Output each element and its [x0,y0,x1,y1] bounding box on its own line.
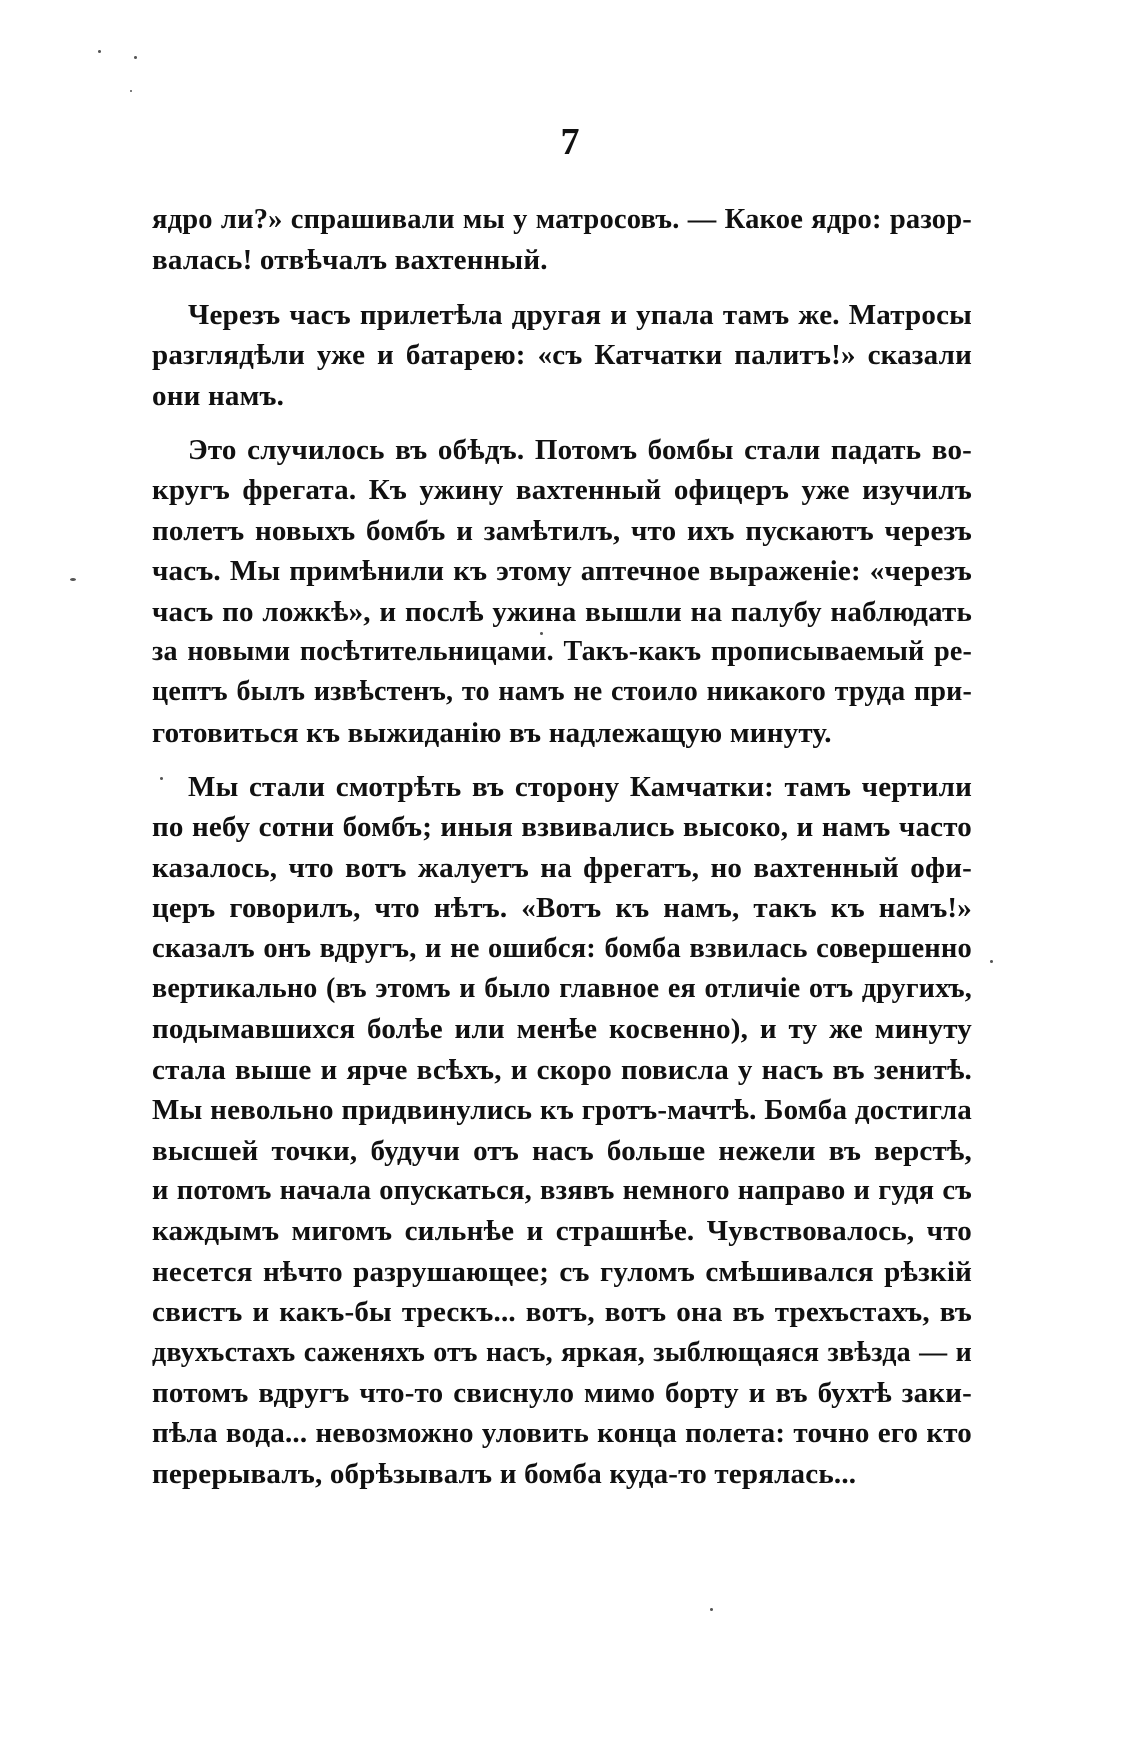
scan-speck [990,960,993,963]
text-line: Мы стали смотрѣть въ сторону Камчатки: тамъ чертили [188,771,972,804]
scan-speck [130,90,132,92]
text-line: разглядѣли уже и батарею: «съ Катчатки палитъ!» сказали [152,339,972,372]
text-line: вертикально (въ этомъ и было главное ея отличіе отъ другихъ, [152,973,972,1005]
text-line: несется нѣчто разрушающее; съ гуломъ смѣшивался рѣзкій [152,1255,972,1288]
text-line: сказалъ онъ вдругъ, и не ошибся: бомба взвилась совершенно [152,932,972,964]
text-line: часъ по ложкѣ», и послѣ ужина вышли на палубу наблюдать [152,595,972,628]
text-line: пѣла вода... невозможно уловить конца полета: точно его кто [152,1417,972,1450]
body-text [152,200,972,1508]
page-number: 7 [560,121,580,163]
paragraph-2 [152,295,972,416]
paragraph-3 [152,430,972,753]
text-line: Черезъ часъ прилетѣла другая и упала тамъ же. Матросы [188,298,972,331]
scan-speck [710,1608,713,1611]
text-line: свистъ и какъ-бы трескъ... вотъ, вотъ она въ трехъстахъ, въ [152,1296,972,1329]
text-line: полетъ новыхъ бомбъ и замѣтилъ, что ихъ пускаютъ черезъ [152,514,972,547]
text-line: Это случилось въ обѣдъ. Потомъ бомбы стали падать во- [188,433,972,466]
scan-speck [70,578,76,581]
text-line: цептъ былъ извѣстенъ, то намъ не стоило никакого труда при- [152,676,972,708]
text-line: по небу сотни бомбъ; иныя взвивались высоко, и намъ часто [152,811,972,844]
text-line: они намъ. [152,379,285,412]
text-line: Мы невольно придвинулись къ гротъ-мачтѣ. Бомба достигла [152,1094,972,1127]
text-line: стала выше и ярче всѣхъ, и скоро повисла у насъ въ зенитѣ. [152,1053,972,1086]
paragraph-1 [152,200,972,281]
text-line: каждымъ мигомъ сильнѣе и страшнѣе. Чувствовалось, что [152,1215,972,1248]
text-line: за новыми посѣтительницами. Такъ-какъ прописываемый ре- [152,635,972,667]
text-line: высшей точки, будучи отъ насъ больше нежели въ верстѣ, [152,1134,972,1167]
text-line: ядро ли?» спрашивали мы у матросовъ. — Какое ядро: разор- [152,204,972,235]
text-line: церъ говорилъ, что нѣтъ. «Вотъ къ намъ, такъ къ намъ!» [152,892,972,925]
text-line: валась! отвѣчалъ вахтенный. [152,244,548,277]
paragraph-4 [152,767,972,1494]
text-line: потомъ вдругъ что-то свиснуло мимо борту и въ бухтѣ заки- [152,1376,972,1409]
text-line: казалось, что вотъ жалуетъ на фрегатъ, но вахтенный офи- [152,851,972,884]
text-line: подымавшихся болѣе или менѣе косвенно), и ту же минуту [152,1013,972,1046]
text-line: часъ. Мы примѣнили къ этому аптечное выраженіе: «черезъ [152,555,972,588]
text-line: двухъстахъ саженяхъ отъ насъ, яркая, зыблющаяся звѣзда — и [152,1336,972,1368]
text-line: перерывалъ, обрѣзывалъ и бомба куда-то терялась... [152,1457,857,1490]
scan-speck [98,50,101,53]
text-line: и потомъ начала опускаться, взявъ немного направо и гудя съ [152,1174,972,1206]
text-line: кругъ фрегата. Къ ужину вахтенный офицеръ уже изучилъ [152,474,972,507]
text-line: готовиться къ выжиданію въ надлежащую минуту. [152,716,832,749]
scan-speck [134,56,137,59]
